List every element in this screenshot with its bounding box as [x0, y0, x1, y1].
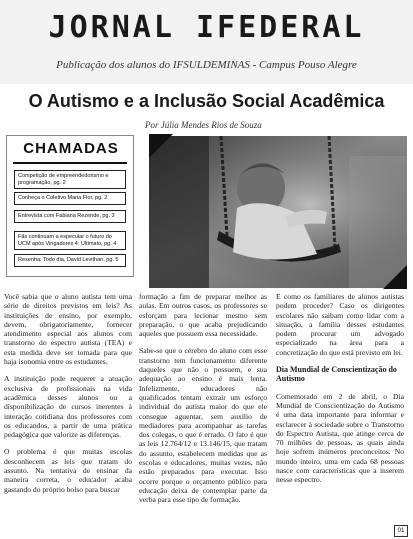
- article-paragraph: A instituição pode requerer a atuação exclusiva de profissionais na vida acadêmica desses alunos ou a disponibilização de cursos inerentes à interação cotidiana dos professores com os educandos, a partir de uma prática pedagógica que valorize as diferenças.: [4, 374, 132, 440]
- article-paragraph: E como os familiares de alunos autistas podem proceder? Caso os dirigentes escolares não saibam como lidar com a situação, a família desses estudantes podem procurar um advogado especializado na área para a concretização do que está previsto em lei.: [276, 292, 404, 357]
- article-column-1: [4, 292, 132, 502]
- newspaper-title: JORNAL IFEDERAL: [48, 10, 365, 45]
- chamada-item: Competição de empreendedorismo e programação, pg. 2: [14, 170, 126, 189]
- chamada-item: Conheça o Coletivo Maria Flor, pg. 2: [14, 192, 126, 205]
- article-column-3: [276, 292, 404, 493]
- section-title: Dia Mundial de Conscientização do Autismo: [276, 365, 397, 384]
- article-paragraph: formação a fim de preparar melhor as aulas. Em outros casos, os professores se esforçam para lecionar mesmo sem preparação, o que acaba prejudicando aqueles que possuem essa necessidade.: [139, 292, 267, 339]
- photo-corner-top-left: [149, 134, 173, 158]
- newspaper-subtitle: Publicação dos alunos do IFSULDEMINAS - Campus Pouso Alegre: [56, 59, 357, 71]
- photo-corner-bottom-right: [383, 265, 407, 289]
- masthead: [0, 0, 413, 84]
- article-column-2: [139, 292, 267, 513]
- article-paragraph: Sabe-se que o cérebro do aluno com esse transtorno tem funcionamento diferente daqueles que não o possuem, e sua adequação ao ensino é mais lenta. Infelizmente, educadores não qualificados tentam extrair um esforço individual do autista maior do que ele consegue aguentar, sem auxílio de mediadores para acompanhar as tarefas dos colegas, o que é errado. O fato é que as leis 12.764/12 e 13.146/15, que tratam do assunto, estabelecem medidas que as escolas e educadores, muitas vezes, não estão preparados para executar. Isso ocorre porque o orçamento público para educação deixa de contemplar parte da verba para esse tipo de formação.: [139, 346, 267, 505]
- article-paragraph: Comemorado em 2 de abril, o Dia Mundial de Conscientização do Autismo é uma data importante para informar e esclarecer à sociedade sobre o Transtorno do Espectro Autista, que atinge cerca de 70 milhões de pessoas, as quais ainda hoje sofrem inúmeros preconceitos. No mundo inteiro, uma em cada 68 pessoas nasce com características que a inserem nesse espectro.: [276, 391, 404, 485]
- chamada-item: Resenha: Todo dia, David Levithan, pg. 5: [14, 254, 126, 267]
- boy-on-swing-photo: [149, 136, 407, 288]
- page-number: 01: [394, 525, 408, 537]
- article-paragraph: O problema é que muitas escolas desconhecem as leis que tratam do assunto. Na tentativa de ensinar da maneira correta, o educador acaba gastando do próprio bolso para buscar: [4, 447, 132, 494]
- chamada-item: Fãs continuam a especular o futuro do UCM após Vingadores 4: Ultimato, pg. 4: [14, 231, 126, 250]
- article-byline: Por Júlia Mendes Rios de Souza: [145, 120, 262, 130]
- chamadas-title: CHAMADAS: [23, 140, 119, 157]
- article-photo: [149, 136, 407, 288]
- article-paragraph: Você sabia que o aluno autista tem uma série de direitos previstos em leis? As instituições de ensino, por exemplo, devem, obrigatoriamente, fornecer atendimento especial aos alunos com transtorno do espectro autista (TEA) e esta medida deve ser tomada para que haja isonomia entre os estudantes.: [4, 292, 132, 367]
- article-headline: O Autismo e a Inclusão Social Acadêmica: [28, 91, 385, 111]
- chamada-item: Entrevista com Fabiana Rezende, pg. 3: [14, 210, 126, 223]
- chamadas-divider: [13, 162, 127, 164]
